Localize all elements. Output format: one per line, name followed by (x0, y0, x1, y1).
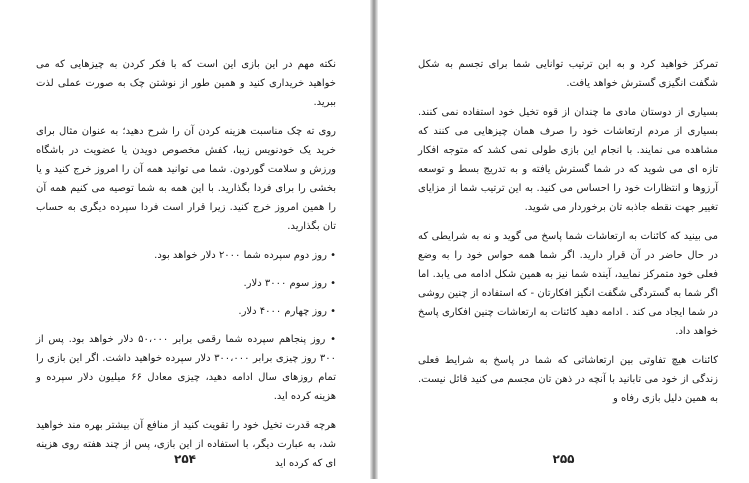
bullet-item: • روز پنجاهم سپرده شما رقمی برابر ۵۰،۰۰۰ دلار خواهد بود. پس از ۳۰۰ روز چیزی برابر ۳۰۰،۰۰۰ دلار سپرده خواهید داشت. اگر این بازی را تمام روزهای سال ادامه دهید، چیزی معادل ۶۶ میلیون دلار سپرده و هزینه کرده اید. (36, 334, 336, 402)
paragraph: هرچه قدرت تخیل خود را تقویت کنید از منافع آن بیشتر بهره مند خواهید شد، به عبارت دیگر، با استفاده از این بازی، پس از چند هفته روی هزینه ای که کرده اید (36, 420, 336, 469)
paragraph: تمرکز خواهید کرد و به این ترتیب توانایی شما برای تجسم به شکل شگفت انگیزی گسترش خواهد یافت. (418, 59, 718, 89)
left-page (0, 0, 370, 479)
book-gutter (370, 0, 378, 479)
right-page (378, 0, 749, 479)
paragraph: کائنات هیچ تفاوتی بین ارتعاشاتی که شما در پاسخ به شرایط فعلی زندگی از خود می تابانید با آنچه در ذهن تان مجسم می کنید قائل نیست. به همین دلیل بازی رفاه و (418, 355, 718, 404)
bullet-item: • روز چهارم ۴۰۰۰ دلار. (238, 306, 336, 317)
right-page-text (418, 55, 718, 418)
left-page-text (36, 55, 336, 483)
paragraph: نکته مهم در این بازی این است که با فکر کردن به چیزهایی که می خواهید خریداری کنید و همین طور از نوشتن چک به صورت عملی لذت ببرید. (36, 59, 336, 108)
bullet-item: • روز سوم ۳۰۰۰ دلار. (243, 278, 336, 289)
page-number: ۲۵۵ (552, 452, 575, 466)
page-number: ۲۵۴ (174, 452, 196, 466)
paragraph: روی ته چک مناسبت هزینه کردن آن را شرح دهید؛ به عنوان مثال برای خرید یک خودنویس زیبا، کفش مخصوص دویدن یا عضویت در باشگاه ورزش و سلامت گوردون. شما می توانید همه آن را امروز خرج کنید و یا بخشی را برای فردا بگذارید. با این همه به شما توصیه می کنیم همه آن را همین امروز خرج کنید. زیرا قرار است فردا سپرده دیگری به حساب تان بگذارید. (36, 126, 336, 232)
paragraph: بسیاری از دوستان مادی ما چندان از قوه تخیل خود استفاده نمی کنند. بسیاری از مردم ارتعاشات خود را صرف همان چیزهایی می کنند که مشاهده می نمایند. با انجام این بازی طولی نمی کشد که متوجه افکار تازه ای می شوید که در شما گسترش یافته و به تدریج بسط و توسعه آرزوها و انتظارات خود را احساس می کنید. به این ترتیب شما از مزایای تغییر جهت نقطه جاذبه تان برخوردار می شوید. (418, 107, 718, 213)
paragraph: می بینید که کائنات به ارتعاشات شما پاسخ می گوید و نه به شرایطی که در حال حاضر در آن قرار دارید. اگر شما همه حواس خود را به وضع فعلی خود متمرکز نمایید، آینده شما نیز به همین شکل ادامه می یابد. اما اگر شما به گستردگی شگفت انگیز افکارتان - که استفاده از چنین روشی در شما ایجاد می کند . ادامه دهید کائنات به ارتعاشات چنین افکاری پاسخ خواهد داد. (418, 231, 718, 337)
bullet-item: • روز دوم سپرده شما ۲۰۰۰ دلار خواهد بود. (154, 250, 336, 261)
